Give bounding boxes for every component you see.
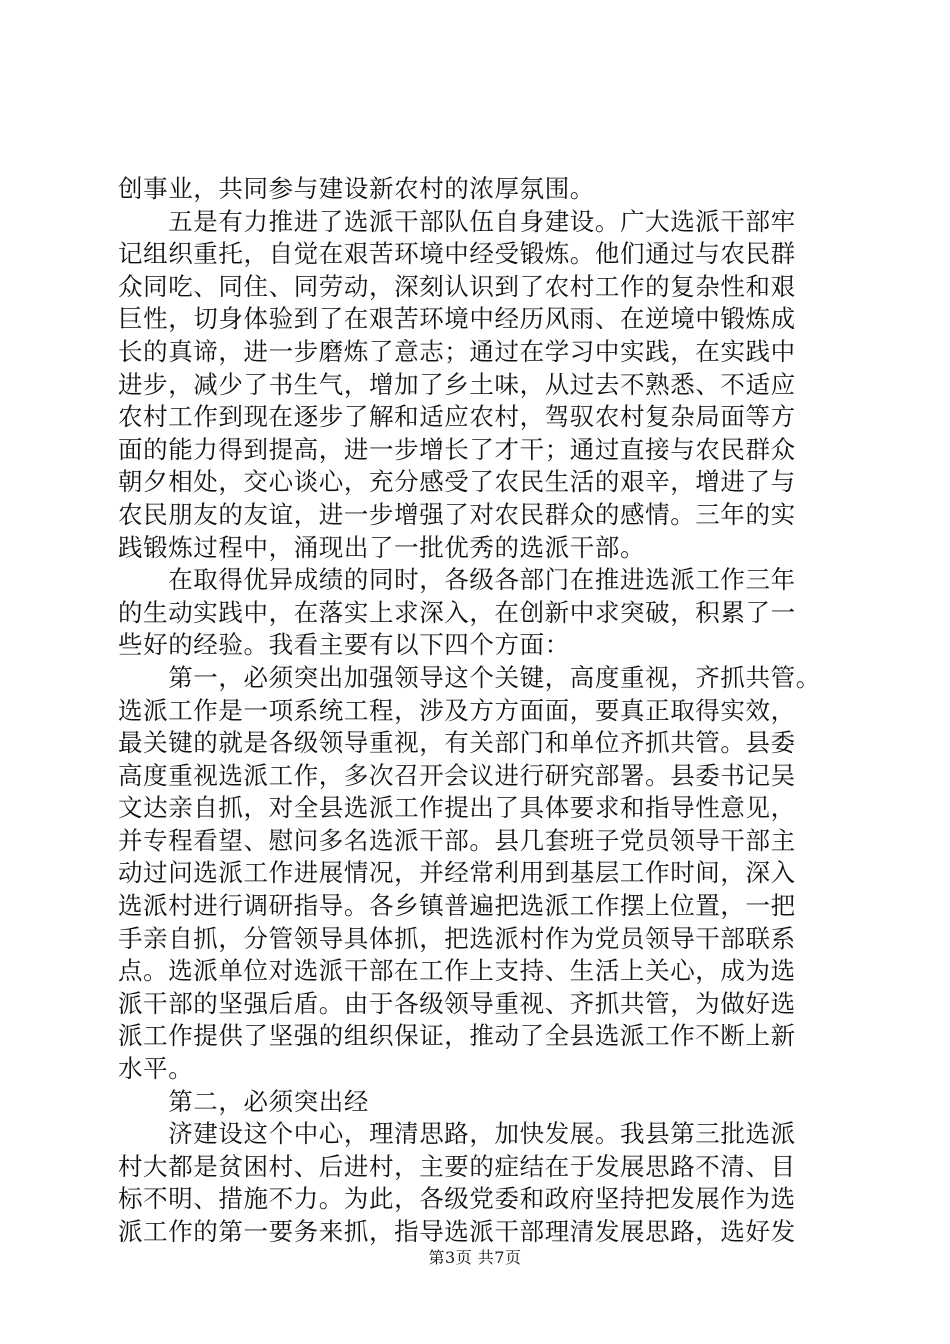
- text-line: 第二，必须突出经: [118, 1086, 369, 1116]
- text-line: 众同吃、同住、同劳动，深刻认识到了农村工作的复杂性和艰: [118, 271, 796, 301]
- text-line: 水平。: [118, 1054, 194, 1084]
- text-line: 农村工作到现在逐步了解和适应农村，驾驭农村复杂局面等方: [118, 402, 796, 432]
- text-line: 标不明、措施不力。为此，各级党委和政府坚持把发展作为选: [118, 1184, 796, 1214]
- text-line: 选派村进行调研指导。各乡镇普遍把选派工作摆上位置，一把: [118, 891, 796, 921]
- page-number-footer: 第3页 共7页: [428, 1248, 522, 1267]
- text-line: 选派工作是一项系统工程，涉及方方面面，要真正取得实效，: [118, 695, 796, 725]
- text-line: 记组织重托，自觉在艰苦环境中经受锻炼。他们通过与农民群: [118, 239, 796, 269]
- text-line: 面的能力得到提高，进一步增长了才干；通过直接与农民群众: [118, 434, 796, 464]
- text-line: 高度重视选派工作，多次召开会议进行研究部署。县委书记吴: [118, 760, 796, 790]
- text-line: 派工作的第一要务来抓，指导选派干部理清发展思路，选好发: [118, 1217, 796, 1246]
- text-line: 并专程看望、慰问多名选派干部。县几套班子党员领导干部主: [118, 825, 796, 855]
- text-line: 巨性，切身体验到了在艰苦环境中经历风雨、在逆境中锻炼成: [118, 304, 796, 334]
- text-line: 朝夕相处，交心谈心，充分感受了农民生活的艰辛，增进了与: [118, 467, 796, 497]
- text-line: 创事业，共同参与建设新农村的浓厚氛围。: [118, 174, 595, 203]
- text-line: 的生动实践中，在落实上求深入，在创新中求突破，积累了一: [118, 597, 796, 627]
- text-line: 长的真谛，进一步磨炼了意志；通过在学习中实践，在实践中: [118, 336, 796, 366]
- text-line: 派工作提供了坚强的组织保证，推动了全县选派工作不断上新: [118, 1021, 796, 1051]
- text-line: 手亲自抓，分管领导具体抓，把选派村作为党员领导干部联系: [118, 923, 796, 953]
- text-line: 五是有力推进了选派干部队伍自身建设。广大选派干部牢: [118, 206, 796, 236]
- text-line: 在取得优异成绩的同时，各级各部门在推进选派工作三年: [118, 565, 796, 595]
- text-line: 农民朋友的友谊，进一步增强了对农民群众的感情。三年的实: [118, 499, 796, 529]
- text-line: 村大都是贫困村、后进村，主要的症结在于发展思路不清、目: [118, 1151, 796, 1181]
- text-line: 进步，减少了书生气，增加了乡土味，从过去不熟悉、不适应: [118, 369, 796, 399]
- text-line: 文达亲自抓，对全县选派工作提出了具体要求和指导性意见，: [118, 793, 796, 823]
- document-body: [118, 173, 838, 1249]
- text-line: 践锻炼过程中，涌现出了一批优秀的选派干部。: [118, 532, 646, 562]
- text-line: 最关键的就是各级领导重视，有关部门和单位齐抓共管。县委: [118, 728, 796, 758]
- text-line: 派干部的坚强后盾。由于各级领导重视、齐抓共管，为做好选: [118, 988, 796, 1018]
- text-line: 济建设这个中心，理清思路，加快发展。我县第三批选派: [118, 1119, 796, 1149]
- text-line: 些好的经验。我看主要有以下四个方面：: [118, 630, 570, 660]
- text-line: 动过问选派工作进展情况，并经常利用到基层工作时间，深入: [118, 858, 796, 888]
- text-line: 第一，必须突出加强领导这个关键，高度重视，齐抓共管。: [118, 662, 821, 692]
- text-line: 点。选派单位对选派干部在工作上支持、生活上关心，成为选: [118, 956, 796, 986]
